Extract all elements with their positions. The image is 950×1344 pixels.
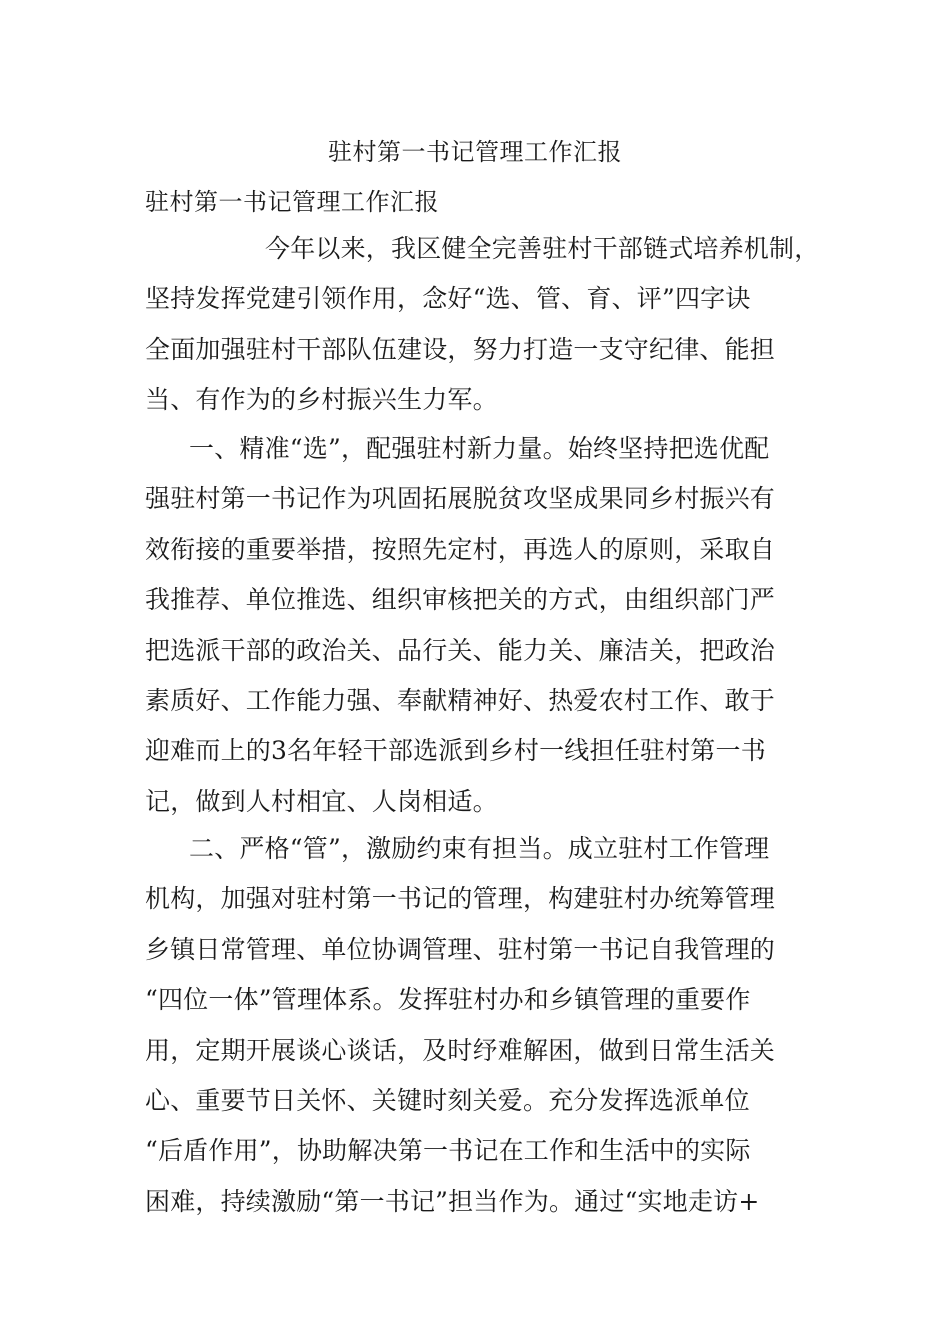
- paragraph-line: “后盾作用”，协助解决第一书记在工作和生活中的实际: [145, 1136, 751, 1166]
- paragraph-line: 素质好、工作能力强、奉献精神好、热爱农村工作、敢于: [145, 686, 776, 716]
- paragraph-intro: [145, 224, 820, 426]
- paragraph-line: 强驻村第一书记作为巩固拓展脱贫攻坚成果同乡村振兴有: [145, 484, 776, 514]
- paragraph-line: 机构，加强对驻村第一书记的管理，构建驻村办统筹管理: [145, 884, 776, 914]
- paragraph-line: 当、有作为的乡村振兴生力军。: [145, 385, 498, 415]
- paragraph-line: 乡镇日常管理、单位协调管理、驻村第一书记自我管理的: [145, 934, 776, 964]
- paragraph-line: 用，定期开展谈心谈话，及时纾难解困，做到日常生活关: [145, 1035, 776, 1065]
- paragraph-line: 效衔接的重要举措，按照先定村，再选人的原则，采取自: [145, 534, 776, 564]
- paragraph-line: 困难，持续激励“第一书记”担当作为。通过“实地走访+: [145, 1186, 760, 1216]
- paragraph-select: [145, 424, 815, 827]
- paragraph-line: 全面加强驻村干部队伍建设，努力打造一支守纪律、能担: [145, 334, 776, 364]
- paragraph-line: “四位一体”管理体系。发挥驻村办和乡镇管理的重要作: [145, 985, 751, 1015]
- paragraph-line: 记，做到人村相宜、人岗相适。: [145, 786, 498, 816]
- document-subtitle: 驻村第一书记管理工作汇报: [145, 188, 439, 216]
- document-title: 驻村第一书记管理工作汇报: [328, 138, 622, 166]
- paragraph-line: 坚持发挥党建引领作用，念好“选、管、育、评”四字诀: [145, 284, 751, 314]
- paragraph-line: 一、精准“选”，配强驻村新力量。始终坚持把选优配: [189, 434, 770, 463]
- paragraph-line: 二、严格“管”，激励约束有担当。成立驻村工作管理: [189, 834, 770, 863]
- paragraph-line: 今年以来，我区健全完善驻村干部链式培养机制，: [265, 234, 820, 263]
- paragraph-line: 我推荐、单位推选、组织审核把关的方式，由组织部门严: [145, 585, 776, 615]
- paragraph-line: 心、重要节日关怀、关键时刻关爱。充分发挥选派单位: [145, 1086, 750, 1116]
- paragraph-manage: [145, 824, 815, 1227]
- paragraph-line: 把选派干部的政治关、品行关、能力关、廉洁关，把政治: [145, 635, 776, 665]
- paragraph-line: 迎难而上的3名年轻干部选派到乡村一线担任驻村第一书: [145, 736, 766, 766]
